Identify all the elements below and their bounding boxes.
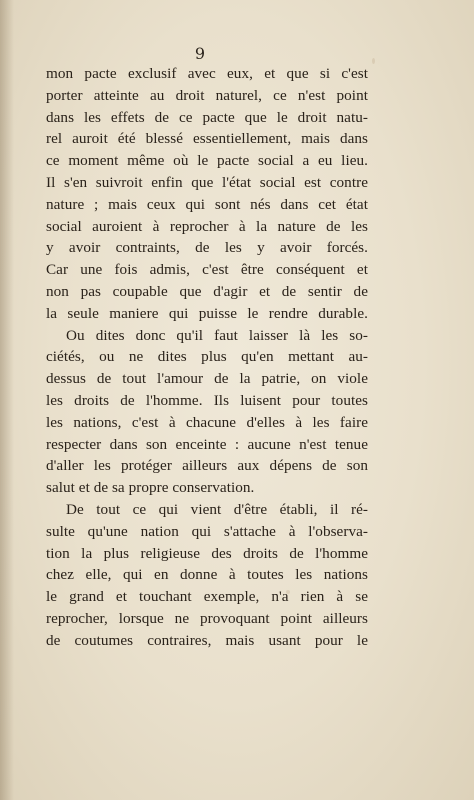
text-line: les droits de l'homme. Ils luisent pour toutes <box>46 391 368 409</box>
text-line: sulte qu'une nation qui s'attache à l'observa- <box>46 522 368 540</box>
text-line: rel auroit été blessé essentiellement, mais dans <box>46 130 368 148</box>
body-text <box>46 63 368 652</box>
text-line: nature ; mais ceux qui sont nés dans cet état <box>46 195 368 213</box>
text-line: chez elle, qui en donne à toutes les nations <box>46 566 368 584</box>
text-line: ciétés, ou ne dites plus qu'en mettant au- <box>46 348 368 366</box>
text-line: social auroient à reprocher à la nature de les <box>46 217 368 235</box>
text-line: non pas coupable que d'agir et de sentir de <box>46 282 368 300</box>
text-line: les nations, c'est à chacune d'elles à les faire <box>46 413 368 431</box>
text-line: porter atteinte au droit naturel, ce n'est point <box>46 86 368 104</box>
text-line: tion la plus religieuse des droits de l'homme <box>46 544 368 562</box>
text-line: reprocher, lorsque ne provoquant point ailleurs <box>46 609 368 627</box>
text-line: Il s'en suivroit enfin que l'état social est contre <box>46 173 368 191</box>
text-line: dans les effets de ce pacte que le droit natu- <box>46 108 368 126</box>
text-line: Ou dites donc qu'il faut laisser là les so- <box>66 326 368 344</box>
text-line: mon pacte exclusif avec eux, et que si c'est <box>46 65 368 82</box>
text-line: de coutumes contraires, mais usant pour le <box>46 631 368 649</box>
text-line: salut et de sa propre conservation. <box>46 479 255 497</box>
page-number: 9 <box>194 44 206 63</box>
text-line: respecter dans son enceinte : aucune n'est tenue <box>46 435 368 453</box>
text-line: la seule maniere qui puisse le rendre durable. <box>46 304 368 322</box>
foxing-spot <box>372 58 375 64</box>
text-line: d'aller les protéger ailleurs aux dépens de son <box>46 457 368 475</box>
text-line: le grand et touchant exemple, n'a rien à se <box>46 588 368 606</box>
binding-shadow <box>0 0 14 800</box>
text-line: dessus de tout l'amour de la patrie, on viole <box>46 370 368 388</box>
text-line: ce moment même où le pacte social a eu lieu. <box>46 152 368 170</box>
text-line: De tout ce qui vient d'être établi, il ré- <box>66 500 368 518</box>
text-line: Car une fois admis, c'est être conséquent et <box>46 261 368 279</box>
text-line: y avoir contraints, de les y avoir forcés. <box>46 239 368 257</box>
